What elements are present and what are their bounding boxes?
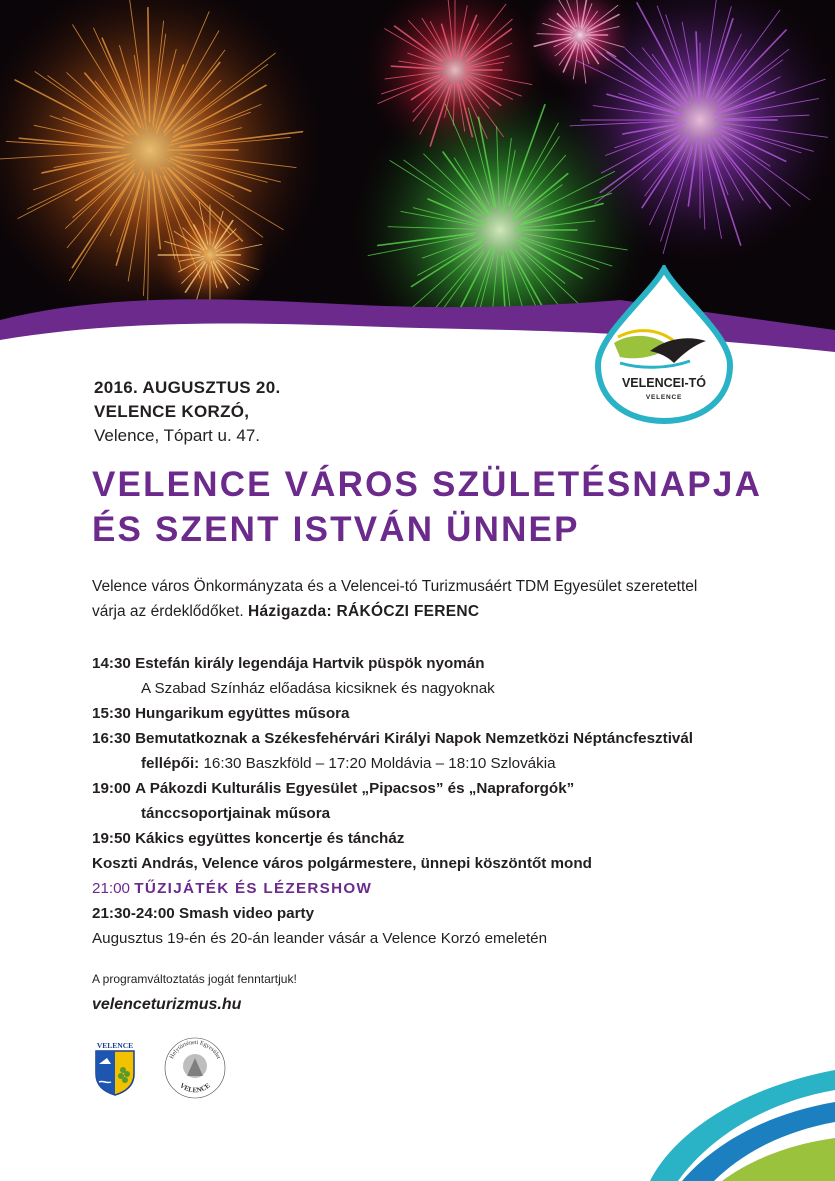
velence-coat-of-arms-icon [93,1040,137,1096]
seal-bottom-text: VELENCE [178,1081,212,1095]
program-item [92,901,812,926]
intro-line-2 [92,599,792,624]
intro-text-2: várja az érdeklődőket. [92,603,248,620]
program-item [92,726,812,751]
program-desc [92,751,812,776]
program-label: fellépői: [141,755,200,772]
velencei-to-logo [590,265,738,425]
event-venue: VELENCE KORZÓ, [94,402,250,421]
program-item-highlight [92,876,812,901]
program-title: TŰZIJÁTÉK ÉS LÉZERSHOW [134,880,373,897]
event-date: 2016. AUGUSZTUS 20. [94,378,281,397]
change-note: A programváltoztatás jogát fenntartjuk! [92,972,297,986]
crest-label: VELENCE [96,1041,134,1050]
program-time: 14:30 [92,655,131,672]
program-item [92,701,812,726]
intro-line-1: Velence város Önkormányzata és a Velencei-tó Turizmusáért TDM Egyesület szeretettel [92,578,698,595]
title-line-2: ÉS SZENT ISTVÁN ÜNNEP [92,510,580,549]
host-label: Házigazda: RÁKÓCZI FERENC [247,603,480,620]
program-title-cont: tánccsoportjainak műsora [141,805,331,822]
program-item [92,776,812,801]
program-fair: Augusztus 19-én és 20-án leander vásár a Velence Korzó emeletén [92,930,548,947]
event-info [94,376,280,448]
program-time: 19:00 [92,780,131,797]
logo-brand-text: VELENCEI-TÓ [621,376,707,390]
program-time: 21:00 [92,880,131,897]
seal-top-text: Helytörténeti Egyesület [169,1039,221,1061]
program-desc: A Szabad Színház előadása kicsiknek és nagyoknak [141,680,495,697]
program-title: A Pákozdi Kulturális Egyesület „Pipacsos” és „Napraforgók” [135,780,575,797]
program-item [92,826,812,851]
program-speech: Koszti András, Velence város polgármestere, ünnepi köszöntőt mond [92,855,592,872]
program-time: 19:50 [92,830,131,847]
event-address: Velence, Tópart u. 47. [94,426,261,445]
title-line-1: VELENCE VÁROS SZÜLETÉSNAPJA [92,465,763,504]
program-list [92,651,812,951]
program-title: Kákics együttes koncertje és táncház [135,830,405,847]
program-time: 21:30-24:00 [92,905,175,922]
program-desc-text: 16:30 Baszkföld – 17:20 Moldávia – 18:10 Szlovákia [199,755,556,772]
decorative-waves [630,1060,835,1181]
page-title [92,462,812,552]
program-title: Smash video party [178,905,315,922]
intro-paragraph [92,574,792,624]
logo-sub-text: VELENCE [645,394,683,401]
program-time: 16:30 [92,730,131,747]
program-title: Bemutatkoznak a Székesfehérvári Királyi Napok Nemzetközi Néptáncfesztivál [135,730,694,747]
program-title: Estefán király legendája Hartvik püspök nyomán [135,655,485,672]
program-title: Hungarikum együttes műsora [135,705,350,722]
program-time: 15:30 [92,705,131,722]
website-link[interactable]: velenceturizmus.hu [92,996,242,1013]
program-item [92,651,812,676]
local-history-society-seal-icon [163,1036,227,1100]
crest-blue-half [96,1051,115,1095]
